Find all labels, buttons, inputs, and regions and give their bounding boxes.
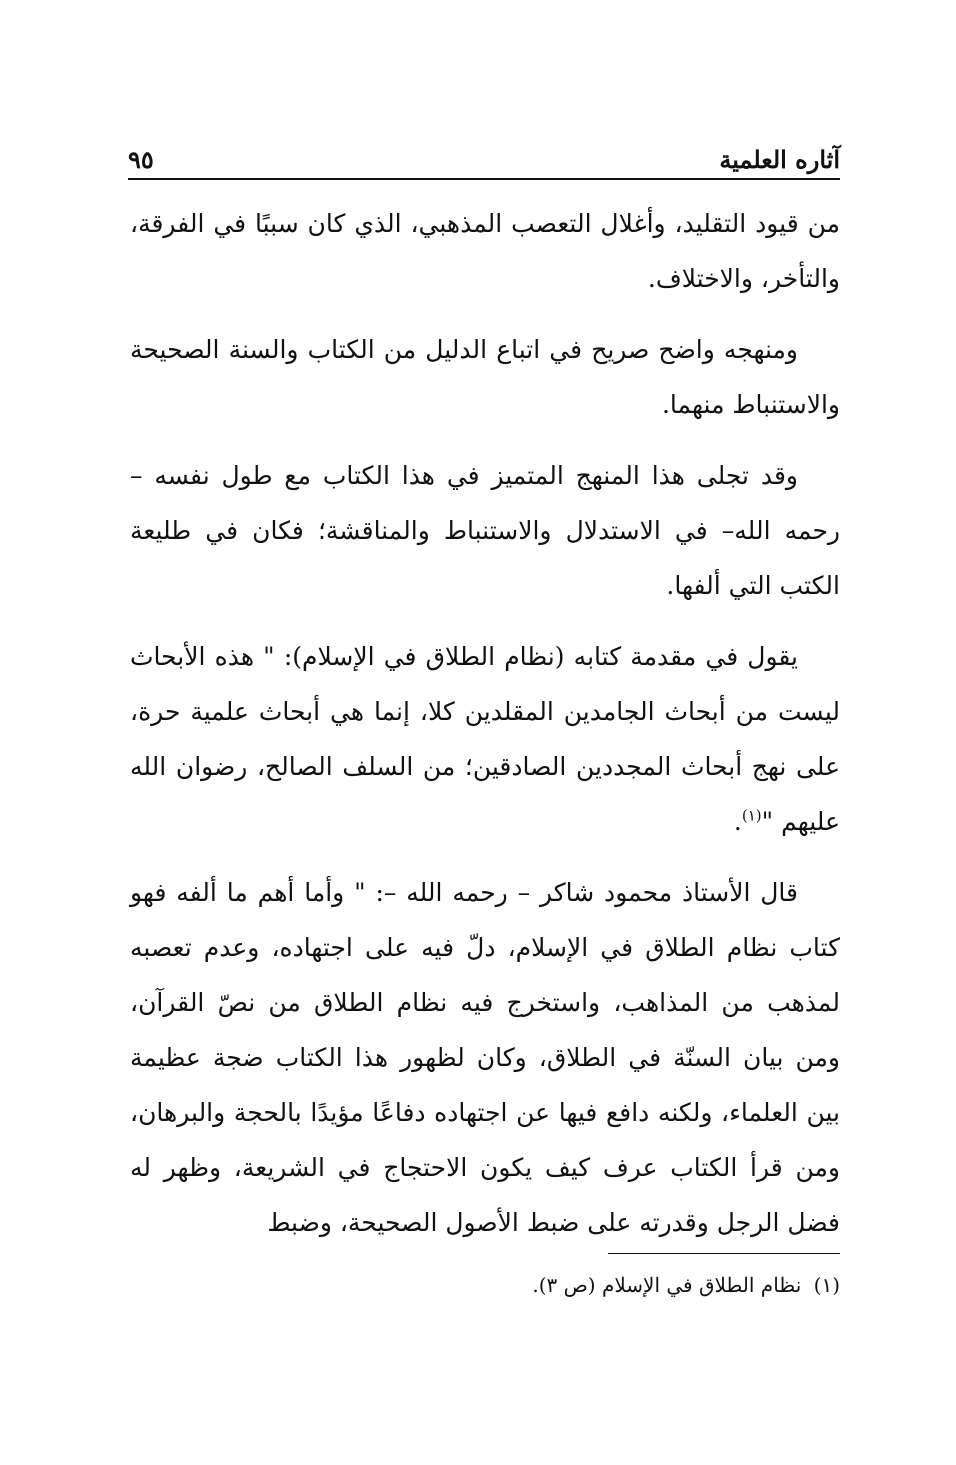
paragraph-3: وقد تجلى هذا المنهج المتميز في هذا الكتاب مع طول نفسه – رحمه الله– في الاستدلال والاستنباط والمناقشة؛ فكان في طليعة الكتب التي ألفها.	[130, 461, 840, 600]
footnote-reference[interactable]: (١)	[741, 806, 762, 825]
paragraph-2: ومنهجه واضح صريح في اتباع الدليل من الكتاب والسنة الصحيحة والاستنباط منهما.	[130, 335, 840, 419]
footnote	[130, 1270, 840, 1300]
running-title: آثاره العلمية	[719, 145, 840, 174]
footnote-divider	[608, 1253, 840, 1254]
paragraph-4	[130, 629, 840, 849]
header-divider	[128, 178, 840, 180]
footnote-marker: (١)	[813, 1273, 840, 1297]
paragraph-4-text: يقول في مقدمة كتابه (نظام الطلاق في الإسلام): " هذه الأبحاث ليست من أبحاث الجامدين المقلدين كلا، إنما هي أبحاث علمية حرة، على نهج أبحاث المجددين الصادقين؛ من السلف الصالح، رضوان الله عليهم "	[130, 642, 840, 836]
paragraph-1: من قيود التقليد، وأغلال التعصب المذهبي، الذي كان سببًا في الفرقة، والتأخر، والاختلاف.	[130, 209, 840, 293]
page-header	[128, 128, 840, 172]
main-text	[130, 196, 840, 1266]
page-number: ٩٥	[128, 145, 154, 174]
footnote-text: نظام الطلاق في الإسلام (ص ٣).	[532, 1273, 802, 1297]
paragraph-4-end: .	[733, 807, 742, 836]
paragraph-5: قال الأستاذ محمود شاكر – رحمه الله –: " وأما أهم ما ألفه فهو كتاب نظام الطلاق في الإسلام، دلّ فيه على اجتهاده، وعدم تعصبه لمذهب من المذاهب، واستخرج فيه نظام الطلاق من نصّ القرآن، ومن بيان السنّة في الطلاق، وكان لظهور هذا الكتاب ضجة عظيمة بين العلماء، ولكنه دافع فيها عن اجتهاده دفاعًا مؤيدًا بالحجة والبرهان، ومن قرأ الكتاب عرف كيف يكون الاحتجاج في الشريعة، وظهر له فضل الرجل وقدرته على ضبط الأصول الصحيحة، وضبط	[130, 878, 840, 1237]
